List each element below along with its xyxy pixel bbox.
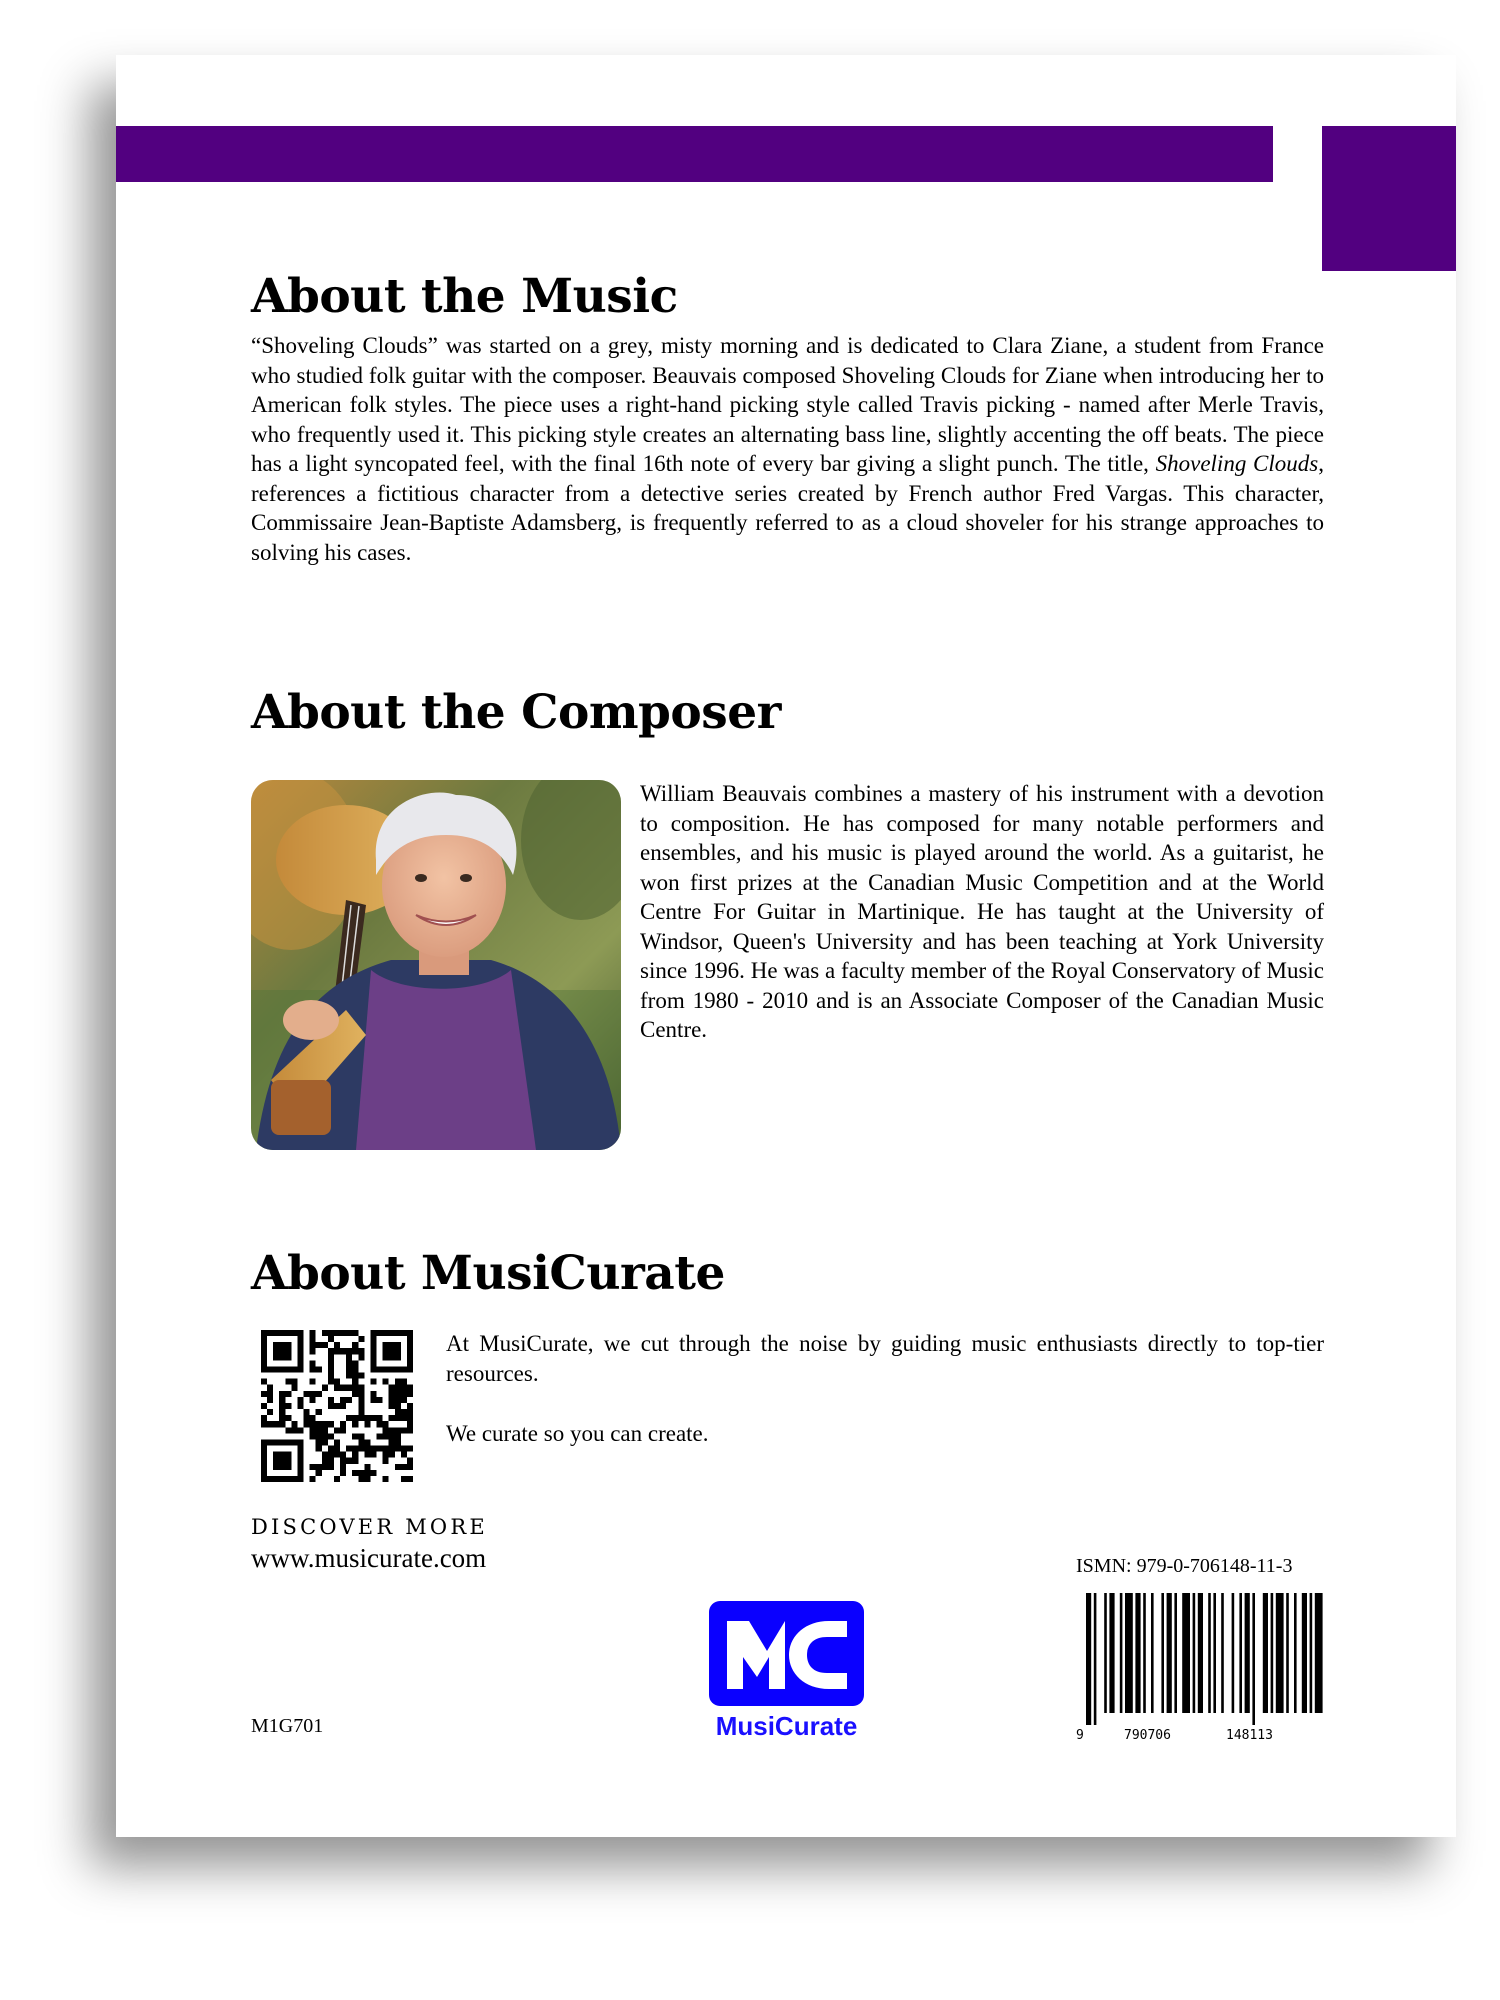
purple-top-bar [116, 126, 1273, 182]
about-composer-heading: About the Composer [251, 685, 781, 740]
back-cover-page [116, 55, 1456, 1837]
musicurate-logo-mark [709, 1601, 864, 1706]
musicurate-logo-text: MusiCurate [715, 1711, 858, 1741]
barcode-graphic [1076, 1593, 1326, 1743]
discover-more-label: DISCOVER MORE [251, 1515, 488, 1539]
website-url[interactable]: www.musicurate.com [251, 1543, 487, 1573]
about-music-text-b: , references a fictitious character from a detective series created by French author Fred Vargas. This character, Commissaire Jean-Baptiste Adamsberg, is frequently referred to as a cloud shoveler for his strange approaches to solving his cases. [251, 451, 1324, 565]
piece-title: Shoveling Clouds [1155, 451, 1319, 476]
barcode-digits-left: 790706 [1124, 1728, 1171, 1743]
barcode-digit-first: 9 [1076, 1728, 1084, 1743]
about-music-body [251, 331, 1324, 567]
qr-code [261, 1330, 413, 1482]
musicurate-intro: At MusiCurate, we cut through the noise by guiding music enthusiasts directly to top-tier resources. [446, 1331, 1324, 1386]
composer-photo [251, 780, 621, 1150]
composer-portrait-image [251, 780, 621, 1150]
about-music-text-a: “Shoveling Clouds” was started on a grey, misty morning and is dedicated to Clara Ziane, a student from France who studied folk guitar with the composer. Beauvais composed Shoveling Clouds for Ziane when introducing her to American folk styles. The piece uses a right-hand picking style called Travis picking - named after Merle Travis, who frequently used it. This picking style creates an alternating bass line, slightly accenting the off beats. The piece has a light syncopated feel, with the final 16th note of every bar giving a slight punch. The title, [251, 333, 1324, 476]
composer-bio: William Beauvais combines a mastery of his instrument with a devotion to composition. He has composed for many notable performers and ensembles, and his music is played around the world. As a guitarist, he won first prizes at the Canadian Music Competition and at the World Centre For Guitar in Martinique. He has taught at the University of Windsor, Queen's University and has been teaching at York University since 1996. He was a faculty member of the Royal Conservatory of Music from 1980 - 2010 and is an Associate Composer of the Canadian Music Centre. [640, 781, 1324, 1042]
ismn-number: ISMN: 979-0-706148-11-3 [1076, 1555, 1293, 1577]
purple-corner-block [1322, 126, 1456, 271]
about-music-heading: About the Music [251, 269, 678, 324]
qr-code-graphic [261, 1330, 413, 1482]
musicurate-tagline: We curate so you can create. [446, 1421, 709, 1446]
barcode-digits-right: 148113 [1226, 1728, 1273, 1743]
catalog-code: M1G701 [251, 1715, 324, 1737]
mc-monogram-icon [709, 1601, 864, 1706]
barcode [1076, 1593, 1326, 1743]
about-musicurate-heading: About MusiCurate [251, 1246, 725, 1301]
